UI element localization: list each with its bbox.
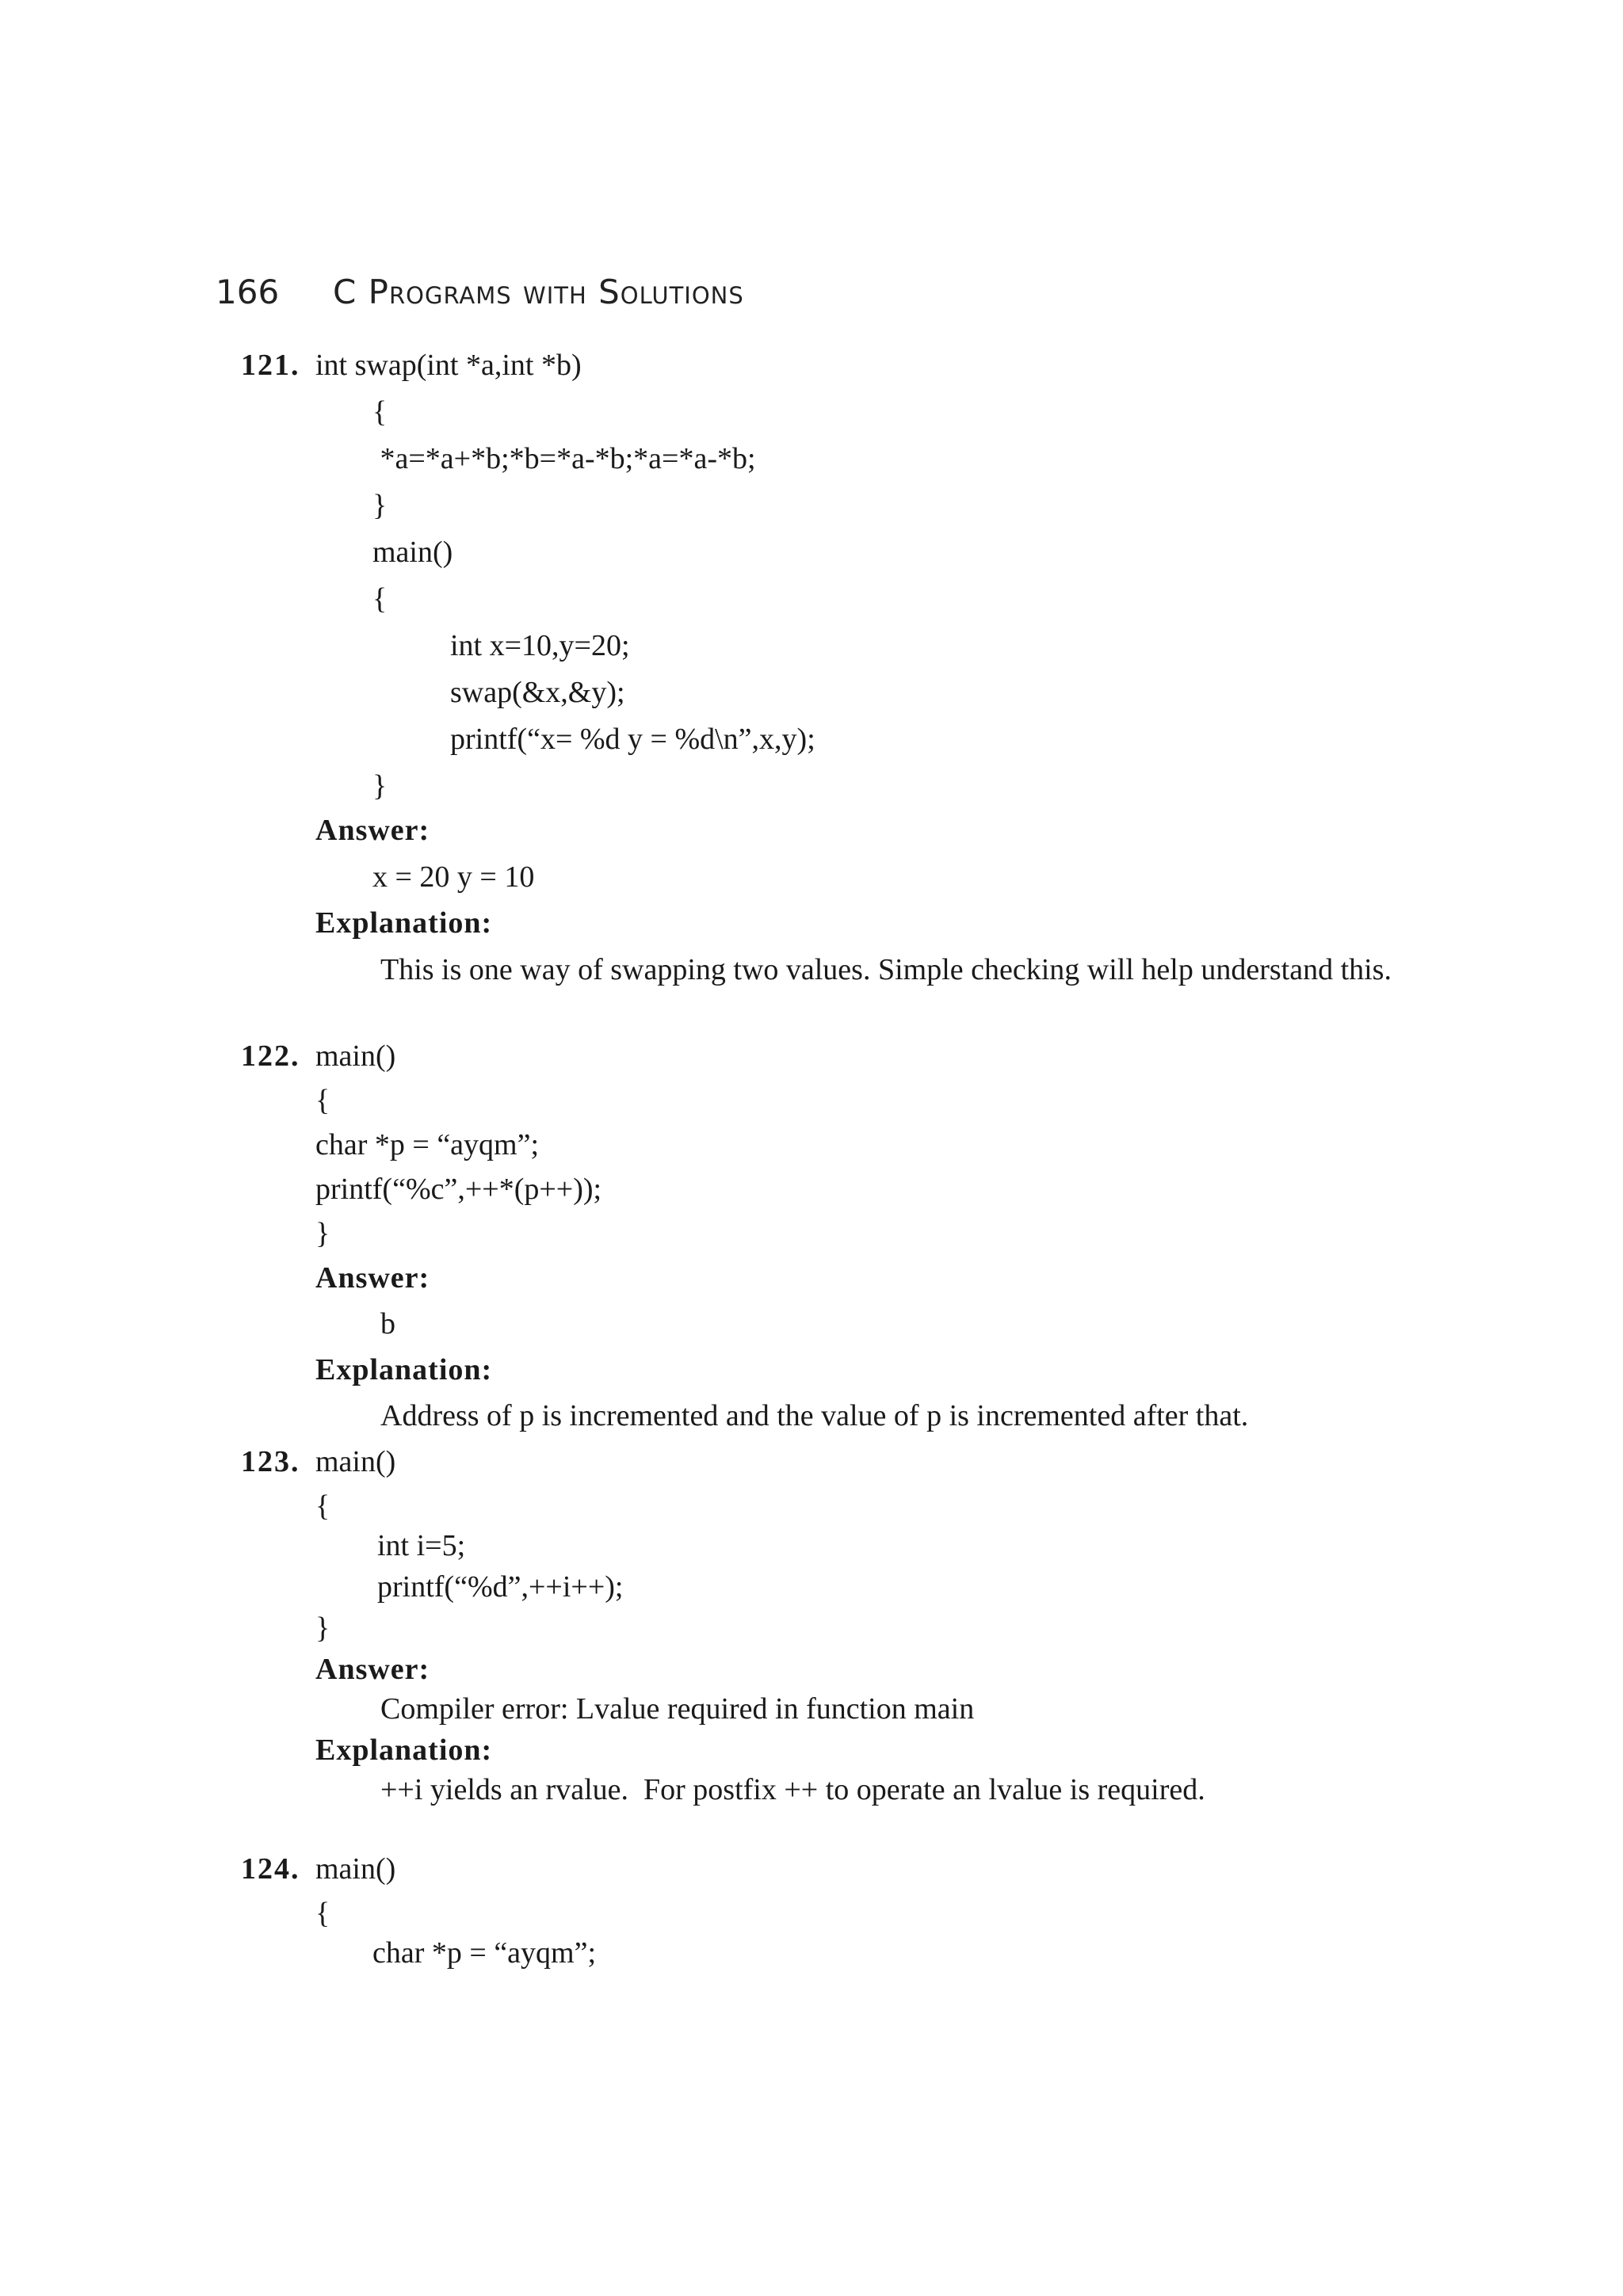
explanation-label: Explanation: [315, 906, 493, 940]
code-line: { [372, 582, 388, 616]
question-number: 124. [241, 1852, 300, 1886]
code-line: main() [315, 1445, 396, 1478]
code-line: swap(&x,&y); [450, 676, 625, 709]
answer-label: Answer: [315, 1261, 430, 1295]
question-number: 123. [241, 1445, 300, 1478]
question-number: 122. [241, 1039, 300, 1073]
code-line: { [372, 395, 388, 429]
code-line: { [315, 1897, 330, 1930]
page-header [216, 273, 744, 311]
code-line: main() [372, 536, 453, 569]
question-number: 121. [241, 349, 300, 382]
code-line: char *p = “ayqm”; [372, 1936, 597, 1970]
answer-label: Answer: [315, 814, 430, 847]
code-line: printf(“%c”,++*(p++)); [315, 1173, 602, 1206]
page-number: 166 [216, 273, 280, 311]
explanation-label: Explanation: [315, 1733, 493, 1767]
code-line: char *p = “ayqm”; [315, 1128, 540, 1161]
book-title: C Programs with Solutions [333, 273, 744, 311]
code-line: int i=5; [377, 1529, 466, 1562]
code-line: { [315, 1084, 330, 1117]
answer-label: Answer: [315, 1653, 430, 1686]
code-line: printf(“x= %d y = %d\n”,x,y); [450, 723, 815, 756]
code-line: main() [315, 1852, 396, 1886]
code-line: int x=10,y=20; [450, 629, 630, 662]
code-line: int swap(int *a,int *b) [315, 349, 582, 382]
code-line: printf(“%d”,++i++); [377, 1570, 624, 1604]
code-line: } [372, 489, 388, 522]
code-line: } [315, 1217, 330, 1250]
code-line: main() [315, 1039, 396, 1073]
explanation-text: This is one way of swapping two values. Simple checking will help understand this. [380, 953, 1392, 986]
explanation-text: ++i yields an rvalue. For postfix ++ to operate an lvalue is required. [380, 1773, 1205, 1806]
code-line: *a=*a+*b;*b=*a-*b;*a=*a-*b; [372, 442, 756, 475]
code-line: } [315, 1611, 330, 1645]
code-line: { [315, 1489, 330, 1523]
answer-text: b [380, 1307, 395, 1341]
explanation-text: Address of p is incremented and the value of p is incremented after that. [380, 1399, 1249, 1432]
explanation-label: Explanation: [315, 1353, 493, 1386]
answer-text: Compiler error: Lvalue required in function main [380, 1692, 975, 1726]
code-line: } [372, 769, 388, 803]
answer-text: x = 20 y = 10 [372, 860, 535, 894]
